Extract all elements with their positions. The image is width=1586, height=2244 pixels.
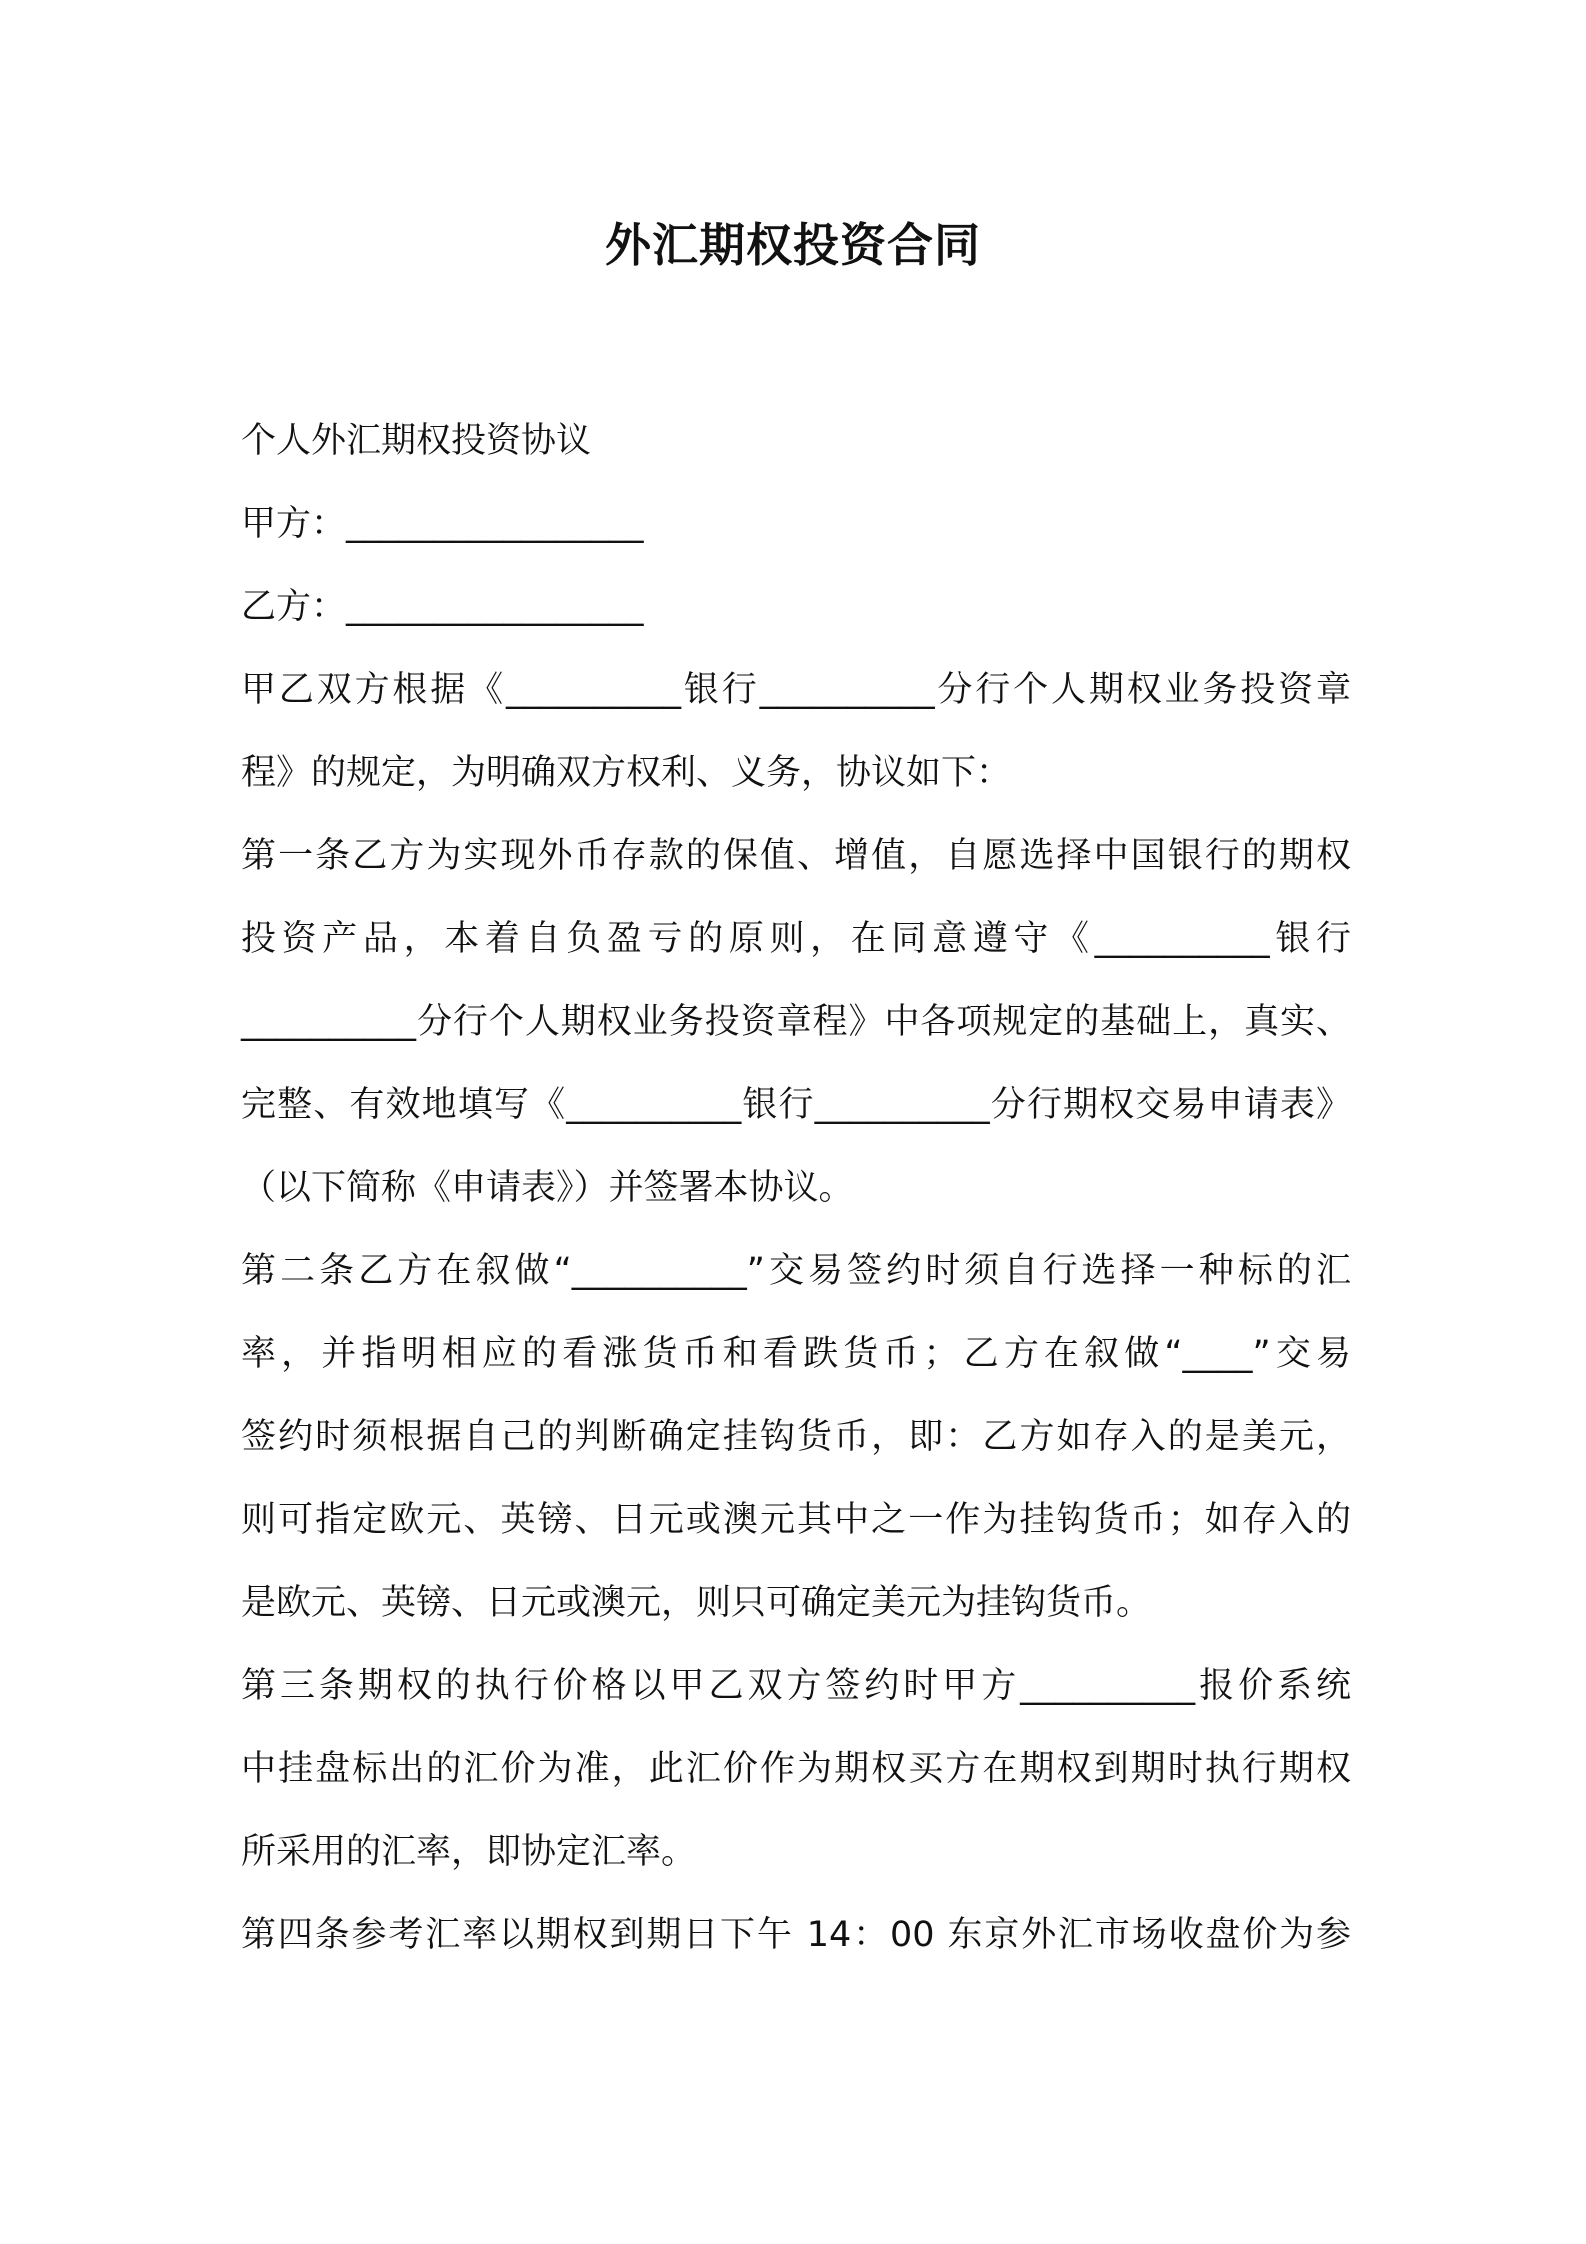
document-line: 第一条乙方为实现外币存款的保值、增值，自愿选择中国银行的期权 <box>241 836 1351 876</box>
document-line: 个人外汇期权投资协议 <box>241 421 592 461</box>
document-line: 投资产品，本着自负盈亏的原则，在同意遵守《__________银行 <box>241 919 1351 959</box>
document-line: 率，并指明相应的看涨货币和看跌货币；乙方在叙做“____”交易 <box>241 1334 1351 1374</box>
document-line: 程》的规定，为明确双方权利、义务，协议如下： <box>241 753 1012 793</box>
document-line: __________分行个人期权业务投资章程》中各项规定的基础上，真实、 <box>241 1002 1351 1042</box>
document-line: 第四条参考汇率以期权到期日下午 14：00 东京外汇市场收盘价为参 <box>241 1915 1351 1955</box>
document-line: 乙方：_________________ <box>241 587 644 627</box>
document-line: 甲方：_________________ <box>241 504 644 544</box>
document-line: 第二条乙方在叙做“__________”交易签约时须自行选择一种标的汇 <box>241 1251 1351 1291</box>
document-line: （以下简称《申请表》）并签署本协议。 <box>241 1168 854 1208</box>
document-line: 则可指定欧元、英镑、日元或澳元其中之一作为挂钩货币；如存入的 <box>241 1500 1351 1540</box>
document-line: 签约时须根据自己的判断确定挂钩货币，即：乙方如存入的是美元， <box>241 1417 1351 1457</box>
document-body <box>241 400 1351 1977</box>
document-line: 中挂盘标出的汇价为准，此汇价作为期权买方在期权到期时执行期权 <box>241 1749 1351 1789</box>
document-line: 所采用的汇率，即协定汇率。 <box>241 1832 697 1872</box>
document-line: 是欧元、英镑、日元或澳元，则只可确定美元为挂钩货币。 <box>241 1583 1152 1623</box>
document-title: 外汇期权投资合同 <box>605 218 981 272</box>
document-line: 完整、有效地填写《__________银行__________分行期权交易申请表》 <box>241 1085 1351 1125</box>
document-line: 甲乙双方根据《__________银行__________分行个人期权业务投资章 <box>241 670 1351 710</box>
document-line: 第三条期权的执行价格以甲乙双方签约时甲方__________报价系统 <box>241 1666 1351 1706</box>
